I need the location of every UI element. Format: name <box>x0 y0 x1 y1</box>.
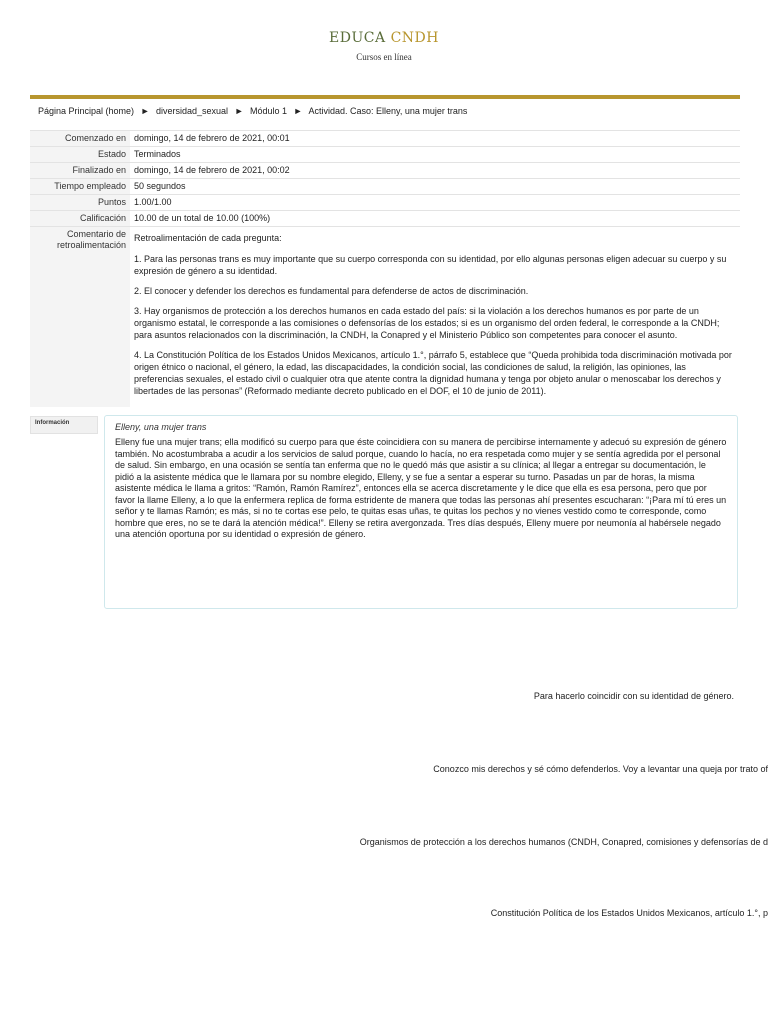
info-text: Elleny fue una mujer trans; ella modificó su cuerpo para que éste coincidiera con su manera de percibirse internamente y adecuó su expresión de género también. No acostumbraba a acudir a los servicios de salud porque, cuando lo hacía, no era respetada como mujer y se sentía agredida por el personal de salud. Sin embargo, en una ocasión se sentía tan enferma que no le quedó más que asistir a su clínica; al llegar a entregar su documentación, le pidió a la asistente médica que le llamara por su nombre elegido, Elleny, y se fue a sentar a esperar su turno. Pasadas un par de horas, la misma asistente médica le llama a gritos: “Ramón, Ramón Ramírez”, entonces ella se acerca discretamente y le dice que ella es esa persona, pero que por favor la llame Elleny, a lo que la enfermera replica de forma estridente de manera que todas las personas ahí presentes escucharan: “¡Para mí tú eres un señor y te llamas Ramón; es más, si no te cortas ese pelo, te quitas esas uñas, te quitas los pechos y no vienes vestido como te corresponde, como hombre que eres, no se te dará la atención médica!”. Elleny se retira avergonzada. Tres días después, Elleny muere por neumonía al habérsele negado una atención oportuna por su identidad o expresión de género. <box>115 437 727 539</box>
answer-2: Conozco mis derechos y sé cómo defenderlos. Voy a levantar una queja por trato of <box>433 764 768 774</box>
breadcrumb-activity: Actividad. Caso: Elleny, una mujer trans <box>308 106 468 116</box>
breadcrumb-module[interactable]: Módulo 1 <box>250 106 288 116</box>
grade-value: 10.00 de un total de 10.00 (100%) <box>130 211 740 227</box>
feedback-item-4: 4. La Constitución Política de los Estados Unidos Mexicanos, artículo 1.°, párrafo 5, establece que “Queda prohibida toda discriminación motivada por origen étnico o nacional, el género, la edad, las discapacidades, la condición social, las condiciones de salud, la religión, las opiniones, las preferencias sexuales, el estado civil o cualquier otra que atente contra la dignidad humana y tenga por objeto anular o menoscabar los derechos y libertades de las personas” (Reformado mediante decreto publicado en el DOF, el 10 de junio de 2011). <box>134 350 732 396</box>
grade-label: Calificación <box>30 211 130 227</box>
feedback-intro: Retroalimentación de cada pregunta: <box>134 233 282 243</box>
answer-4: Constitución Política de los Estados Unidos Mexicanos, artículo 1.°, p <box>490 908 768 918</box>
summary-row-grade <box>30 211 740 227</box>
state-label: Estado <box>30 147 130 163</box>
answer-3: Organismos de protección a los derechos humanos (CNDH, Conapred, comisiones y defensorías de d <box>359 837 768 847</box>
started-label: Comenzado en <box>30 131 130 147</box>
header-divider <box>30 95 740 99</box>
brand-accent: CNDH <box>390 30 439 46</box>
breadcrumb-home[interactable]: Página Principal (home) <box>38 106 135 116</box>
attempt-summary-table <box>30 130 740 407</box>
summary-row-started <box>30 131 740 147</box>
time-label: Tiempo empleado <box>30 179 130 195</box>
feedback-item-3: 3. Hay organismos de protección a los derechos humanos en cada estado del país: si la violación a los derechos humanos es por parte de un organismo estatal, le corresponde a las comisiones o defensorías de los estados; si es un organismo del orden federal, le corresponde a la CNDH; para asuntos relacionados con la discriminación, la CNDH, la Conapred y el Ministerio Público son competentes para conocer el asunto. <box>134 306 720 340</box>
feedback-content <box>130 227 740 408</box>
breadcrumb-course[interactable]: diversidad_sexual <box>156 106 229 116</box>
finished-value: domingo, 14 de febrero de 2021, 00:02 <box>130 163 740 179</box>
summary-row-time <box>30 179 740 195</box>
breadcrumb-separator-icon: ► <box>140 106 150 116</box>
summary-row-finished <box>30 163 740 179</box>
finished-label: Finalizado en <box>30 163 130 179</box>
brand-main: EDUCA <box>329 30 386 46</box>
summary-row-state <box>30 147 740 163</box>
feedback-label: Comentario de retroalimentación <box>30 227 130 408</box>
state-value: Terminados <box>130 147 740 163</box>
answer-1: Para hacerlo coincidir con su identidad de género. <box>533 691 734 701</box>
points-label: Puntos <box>30 195 130 211</box>
time-value: 50 segundos <box>130 179 740 195</box>
started-value: domingo, 14 de febrero de 2021, 00:01 <box>130 131 740 147</box>
summary-row-feedback <box>30 227 740 408</box>
summary-row-points <box>30 195 740 211</box>
info-label: Información <box>30 416 98 434</box>
feedback-item-2: 2. El conocer y defender los derechos es fundamental para defenderse de actos de discriminación. <box>134 286 529 296</box>
site-logo[interactable] <box>0 30 768 46</box>
info-panel <box>104 415 738 609</box>
feedback-item-1: 1. Para las personas trans es muy importante que su cuerpo corresponda con su identidad, por ello algunas personas eligen adecuar su cuerpo y su expresión de género a su identidad. <box>134 254 727 276</box>
info-title: Elleny, una mujer trans <box>115 422 207 432</box>
breadcrumb-separator-icon: ► <box>293 106 303 116</box>
breadcrumb-separator-icon: ► <box>234 106 244 116</box>
points-value: 1.00/1.00 <box>130 195 740 211</box>
site-tagline: Cursos en línea <box>356 52 412 62</box>
breadcrumb <box>38 106 467 116</box>
